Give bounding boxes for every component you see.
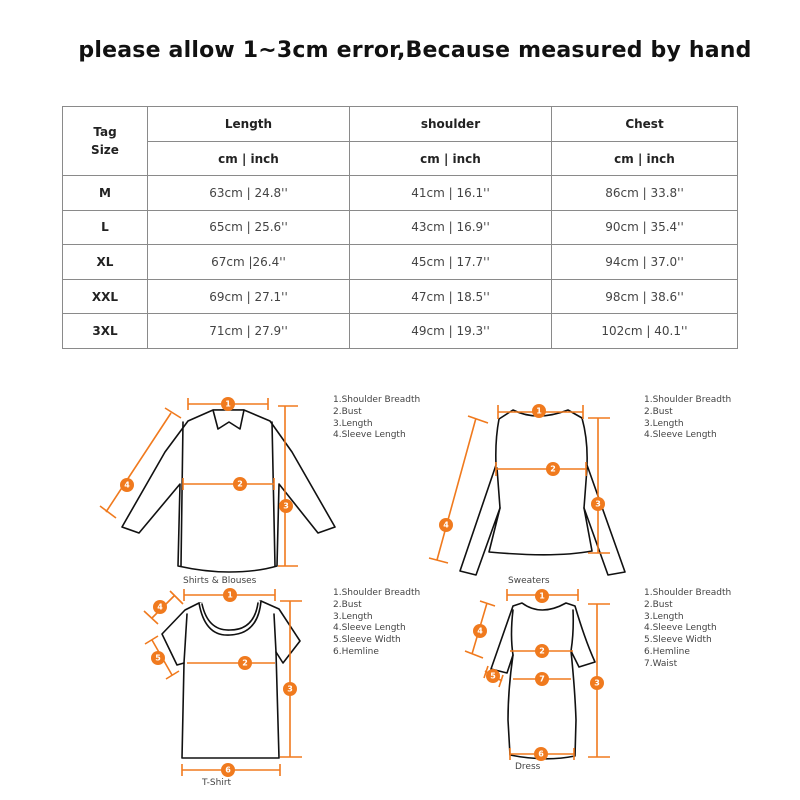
shoulder-cell: 47cm | 18.5'' [350,279,552,314]
legend-item: 2.Bust [644,406,673,417]
legend-item: 3.Length [644,418,684,429]
svg-text:4: 4 [443,520,449,530]
svg-text:5: 5 [490,671,496,681]
svg-text:7: 7 [539,674,545,684]
legend-item: 1.Shoulder Breadth [333,588,421,598]
shoulder-cell: 41cm | 16.1'' [350,176,552,211]
table-row [63,176,738,211]
table-row [63,279,738,314]
svg-text:3: 3 [283,501,289,511]
legend-item: 1.Shoulder Breadth [644,588,732,598]
size-cell: XL [63,245,148,280]
unit-header-shoulder: cm | inch [350,142,552,176]
sweater-legend [644,395,731,442]
svg-text:3: 3 [594,678,600,688]
legend-item: 2.Bust [333,599,362,610]
sweater-outline-icon [460,410,625,575]
length-cell: 63cm | 24.8'' [148,176,350,211]
shoulder-cell: 49cm | 19.3'' [350,314,552,349]
legend-item: 6.Hemline [644,646,690,657]
sweater-diagram [429,404,625,575]
tshirt-diagram [144,588,302,777]
chest-cell: 94cm | 37.0'' [552,245,738,280]
svg-text:5: 5 [155,653,161,663]
unit-header-chest: cm | inch [552,142,738,176]
dress-caption: Dress [515,762,541,772]
legend-item: 4.Sleeve Length [333,623,406,634]
shoulder-cell: 43cm | 16.9'' [350,210,552,245]
shirt-diagram [100,397,335,572]
page-title: please allow 1~3cm error,Because measured by hand [78,38,752,63]
svg-text:4: 4 [124,480,130,490]
length-cell: 71cm | 27.9'' [148,314,350,349]
svg-text:3: 3 [287,684,293,694]
svg-text:1: 1 [539,591,545,601]
legend-item: 4.Sleeve Length [333,430,406,441]
svg-text:1: 1 [225,399,231,409]
size-cell: 3XL [63,314,148,349]
legend-item: 5.Sleeve Width [333,635,401,646]
size-cell: L [63,210,148,245]
svg-text:2: 2 [242,658,248,668]
table-row [63,210,738,245]
legend-item: 3.Length [333,418,373,429]
shoulder-cell: 45cm | 17.7'' [350,245,552,280]
legend-item: 7.Waist [644,658,678,669]
unit-header-length: cm | inch [148,142,350,176]
legend-item: 1.Shoulder Breadth [333,395,421,405]
column-header-length: Length [148,107,350,142]
tshirt-legend [333,588,420,659]
size-label: Size [91,143,119,157]
length-cell: 65cm | 25.6'' [148,210,350,245]
sweater-caption: Sweaters [508,576,550,586]
dress-diagram [465,589,610,761]
legend-item: 2.Bust [333,406,362,417]
measurement-diagrams [0,370,800,800]
size-chart-table [62,106,738,349]
shirt-caption: Shirts & Blouses [183,576,257,586]
legend-item: 3.Length [333,611,373,622]
legend-item: 4.Sleeve Length [644,623,717,634]
column-header-shoulder: shoulder [350,107,552,142]
chest-cell: 102cm | 40.1'' [552,314,738,349]
svg-text:1: 1 [227,590,233,600]
legend-item: 3.Length [644,611,684,622]
chest-cell: 90cm | 35.4'' [552,210,738,245]
length-cell: 67cm |26.4'' [148,245,350,280]
tag-label: Tag [93,125,117,139]
table-row [63,314,738,349]
svg-text:2: 2 [237,479,243,489]
column-header-chest: Chest [552,107,738,142]
svg-text:2: 2 [539,646,545,656]
svg-text:6: 6 [225,765,231,775]
svg-text:4: 4 [477,626,483,636]
svg-text:4: 4 [157,602,163,612]
length-cell: 69cm | 27.1'' [148,279,350,314]
chest-cell: 86cm | 33.8'' [552,176,738,211]
legend-item: 4.Sleeve Length [644,430,717,441]
legend-item: 6.Hemline [333,646,379,657]
svg-text:3: 3 [595,499,601,509]
dress-legend [644,588,731,671]
tshirt-caption: T-Shirt [202,778,232,788]
legend-item: 5.Sleeve Width [644,635,712,646]
svg-text:2: 2 [550,464,556,474]
legend-item: 2.Bust [644,599,673,610]
tag-size-header [63,107,148,176]
svg-text:6: 6 [538,749,544,759]
table-row [63,245,738,280]
legend-item: 1.Shoulder Breadth [644,395,732,405]
size-cell: M [63,176,148,211]
shirt-outline-icon [122,410,335,572]
chest-cell: 98cm | 38.6'' [552,279,738,314]
svg-text:1: 1 [536,406,542,416]
size-cell: XXL [63,279,148,314]
shirt-legend [333,395,420,442]
